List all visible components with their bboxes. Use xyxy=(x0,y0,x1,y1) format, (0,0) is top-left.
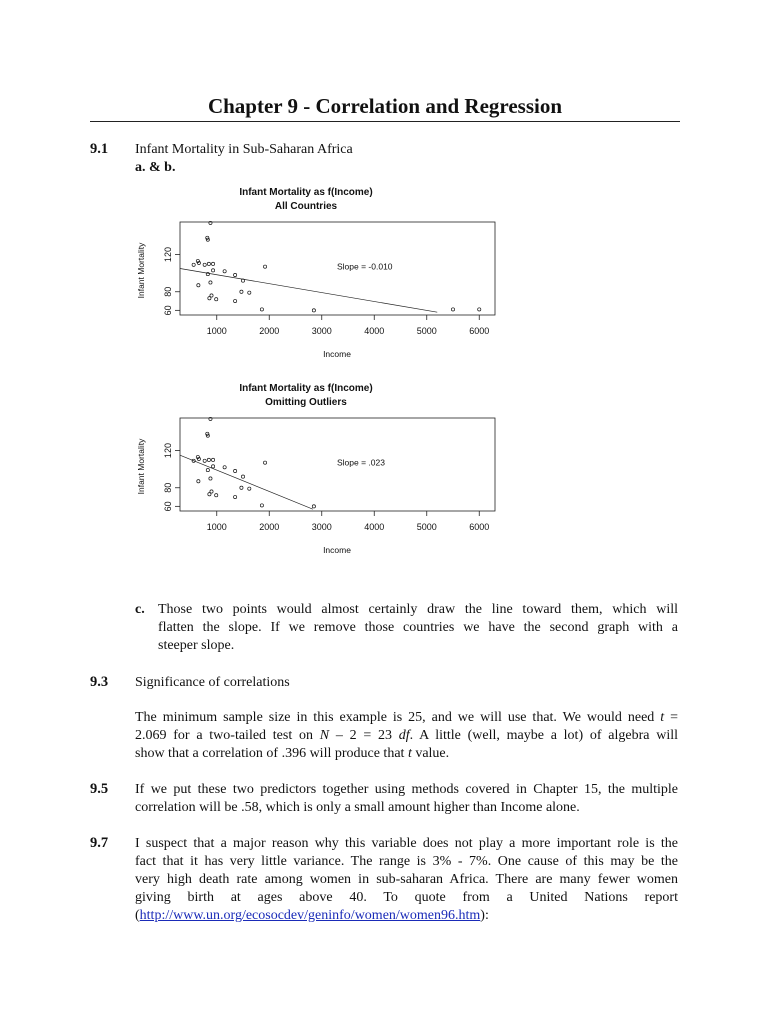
data-point xyxy=(248,487,251,490)
y-tick-label: 60 xyxy=(163,305,173,316)
y-axis-label: Infant Mortality xyxy=(136,242,146,299)
section-9-1-number: 9.1 xyxy=(90,141,109,157)
section-9-3-title: Significance of correlations xyxy=(135,675,290,690)
section-9-1-part-c-line-1: Those two points would almost certainly draw the line toward them, which will xyxy=(158,602,678,617)
section-9-3-line-2: 2.069 for a two-tailed test on N – 2 = 23 df. A little (well, maybe a lot) of algebra will xyxy=(135,728,678,743)
x-axis-label: Income xyxy=(323,545,351,555)
x-tick-label: 6000 xyxy=(469,326,490,336)
data-point xyxy=(211,465,214,468)
y-tick-label: 80 xyxy=(163,482,173,493)
section-9-1-part-c-label: c. xyxy=(135,602,145,617)
x-tick-label: 5000 xyxy=(416,522,437,532)
x-tick-label: 5000 xyxy=(416,326,437,336)
regression-line xyxy=(180,269,437,313)
x-tick-label: 6000 xyxy=(469,522,490,532)
section-9-5-number: 9.5 xyxy=(90,781,109,797)
data-point xyxy=(312,505,315,508)
slope-annotation: Slope = -0.010 xyxy=(337,261,393,272)
x-axis-label: Income xyxy=(323,349,351,359)
x-tick-label: 3000 xyxy=(311,326,332,336)
data-point xyxy=(208,493,211,496)
data-point xyxy=(263,265,266,268)
section-9-5-line-2: correlation will be .58, which is only a small amount higher than Income alone. xyxy=(135,800,580,815)
section-9-7-line-3: very high death rate among women in sub-saharan Africa. There are many fewer women xyxy=(135,872,678,887)
title-rule xyxy=(90,121,680,122)
data-point xyxy=(260,308,263,311)
section-9-3-number: 9.3 xyxy=(90,674,109,690)
section-9-7-line-4: giving birth at ages above 40. To quote from a United Nations report xyxy=(135,890,678,905)
section-9-1-part-ab: a. & b. xyxy=(135,160,176,175)
x-tick-label: 2000 xyxy=(259,522,280,532)
chart-subtitle: Omitting Outliers xyxy=(265,397,347,408)
x-tick-label: 4000 xyxy=(364,522,385,532)
page-title: Chapter 9 - Correlation and Regression xyxy=(207,94,563,118)
x-tick-label: 1000 xyxy=(206,326,227,336)
data-point xyxy=(203,459,206,462)
chart-all-countries xyxy=(130,180,510,365)
section-9-3-line-3: show that a correlation of .396 will produce that t value. xyxy=(135,746,450,761)
y-tick-label: 120 xyxy=(163,443,173,459)
data-point xyxy=(211,458,214,461)
y-axis-label: Infant Mortality xyxy=(136,438,146,495)
data-point xyxy=(451,308,454,311)
chart-omitting-outliers xyxy=(130,376,510,561)
section-9-7-number: 9.7 xyxy=(90,835,109,851)
data-point xyxy=(215,494,218,497)
data-point xyxy=(197,284,200,287)
data-point xyxy=(241,475,244,478)
data-point xyxy=(192,263,195,266)
data-point xyxy=(240,486,243,489)
section-9-3-line-1: The minimum sample size in this example is 25, and we will use that. We would need t = xyxy=(135,710,678,725)
x-tick-label: 3000 xyxy=(311,522,332,532)
data-point xyxy=(215,298,218,301)
data-point xyxy=(263,461,266,464)
x-tick-label: 2000 xyxy=(259,326,280,336)
data-point xyxy=(234,273,237,276)
data-point xyxy=(206,468,209,471)
y-tick-label: 60 xyxy=(163,501,173,512)
y-tick-label: 120 xyxy=(163,247,173,263)
data-point xyxy=(207,262,210,265)
un-report-link[interactable]: http://www.un.org/ecosocdev/geninfo/women/women96.htm xyxy=(139,908,481,923)
data-point xyxy=(234,299,237,302)
data-point xyxy=(248,291,251,294)
chart-subtitle: All Countries xyxy=(274,201,338,212)
x-tick-label: 1000 xyxy=(206,522,227,532)
data-point xyxy=(223,270,226,273)
data-point xyxy=(234,469,237,472)
data-point xyxy=(197,480,200,483)
data-point xyxy=(211,269,214,272)
data-point xyxy=(203,263,206,266)
data-point xyxy=(260,504,263,507)
data-point xyxy=(209,477,212,480)
section-9-7-line-2: fact that it has very little variance. The range is 3% - 7%. One cause of this may be the xyxy=(135,854,678,869)
data-point xyxy=(209,281,212,284)
data-point xyxy=(208,297,211,300)
section-9-1-part-c-line-2: flatten the slope. If we remove those countries we have the second graph with a xyxy=(158,620,678,635)
section-9-7-line-1: I suspect that a major reason why this variable does not play a more important role is the xyxy=(135,836,678,851)
section-9-1-title: Infant Mortality in Sub-Saharan Africa xyxy=(135,142,353,157)
chart-title: Infant Mortality as f(Income) xyxy=(239,383,373,394)
section-9-1-part-c-line-3: steeper slope. xyxy=(158,638,235,653)
data-point xyxy=(223,466,226,469)
slope-annotation: Slope = .023 xyxy=(337,457,385,468)
y-tick-label: 80 xyxy=(163,286,173,297)
data-point xyxy=(234,495,237,498)
data-point xyxy=(240,290,243,293)
x-tick-label: 4000 xyxy=(364,326,385,336)
data-point xyxy=(211,262,214,265)
data-point xyxy=(312,309,315,312)
data-point xyxy=(478,308,481,311)
section-9-7-line-5: (http://www.un.org/ecosocdev/geninfo/women/women96.htm): xyxy=(135,908,489,923)
section-9-5-line-1: If we put these two predictors together using methods covered in Chapter 15, the multiple xyxy=(135,782,678,797)
data-point xyxy=(207,458,210,461)
chart-title: Infant Mortality as f(Income) xyxy=(239,187,373,198)
